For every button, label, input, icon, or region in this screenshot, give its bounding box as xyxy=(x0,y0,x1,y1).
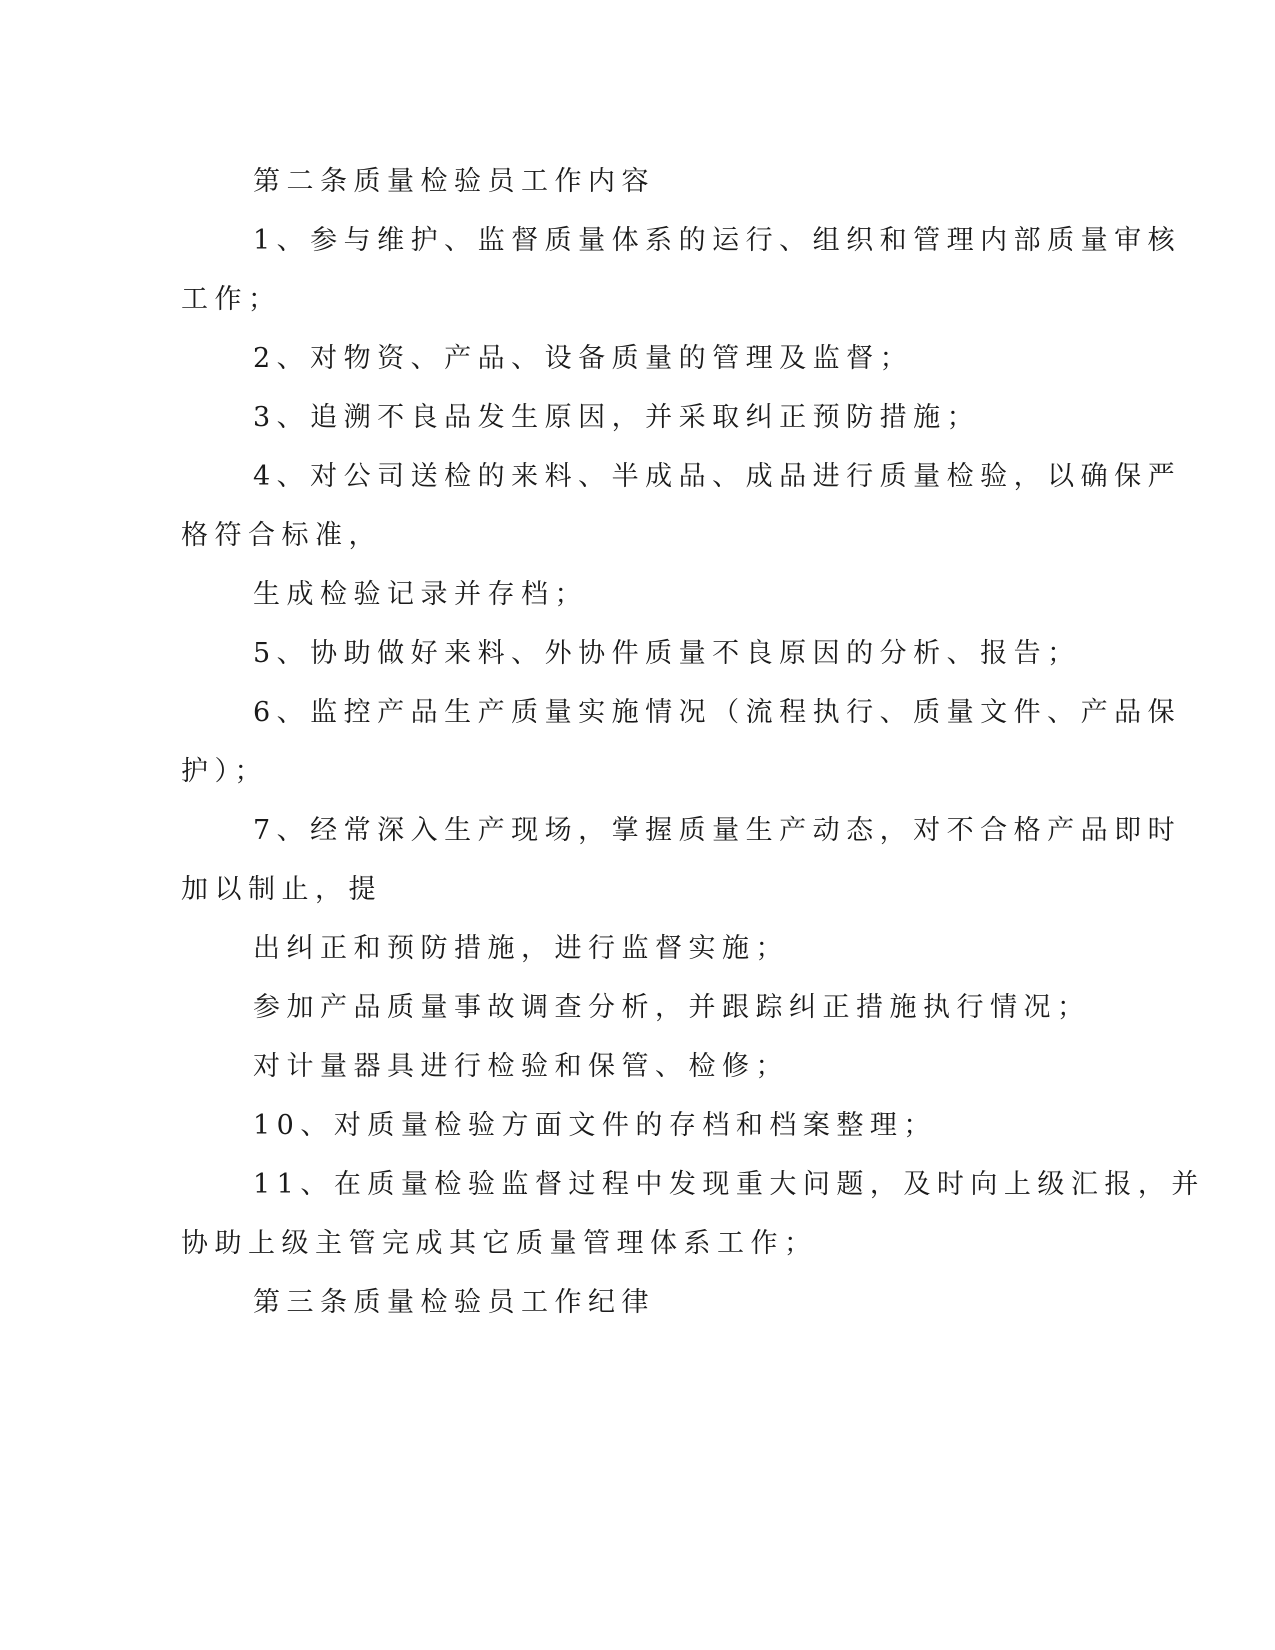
paragraph-line: 参加产品质量事故调查分析，并跟踪纠正措施执行情况； xyxy=(253,992,1091,1023)
paragraph-line: 1、参与维护、监督质量体系的运行、组织和管理内部质量审核 xyxy=(253,225,1182,256)
paragraph-line: 4、对公司送检的来料、半成品、成品进行质量检验，以确保严 xyxy=(253,461,1182,492)
paragraph-line: 加以制止，提 xyxy=(181,874,382,905)
paragraph-line: 10、对质量检验方面文件的存档和档案整理； xyxy=(253,1110,937,1141)
paragraph-line: 对计量器具进行检验和保管、检修； xyxy=(253,1051,789,1082)
section-heading-article-3: 第三条质量检验员工作纪律 xyxy=(253,1287,655,1318)
paragraph-line: 格符合标准， xyxy=(181,520,382,551)
paragraph-line: 护）； xyxy=(181,756,268,787)
paragraph-line: 协助上级主管完成其它质量管理体系工作； xyxy=(181,1228,818,1259)
paragraph-line: 6、监控产品生产质量实施情况（流程执行、质量文件、产品保 xyxy=(253,697,1182,728)
paragraph-line: 工作； xyxy=(181,284,282,315)
section-heading-article-2: 第二条质量检验员工作内容 xyxy=(253,166,655,197)
paragraph-line: 2、对物资、产品、设备质量的管理及监督； xyxy=(253,343,914,374)
paragraph-line: 生成检验记录并存档； xyxy=(253,579,588,610)
paragraph-line: 11、在质量检验监督过程中发现重大问题，及时向上级汇报，并 xyxy=(253,1169,1205,1200)
paragraph-line: 5、协助做好来料、外协件质量不良原因的分析、报告； xyxy=(253,638,1081,669)
paragraph-line: 7、经常深入生产现场，掌握质量生产动态，对不合格产品即时 xyxy=(253,815,1182,846)
paragraph-line: 出纠正和预防措施，进行监督实施； xyxy=(253,933,789,964)
paragraph-line: 3、追溯不良品发生原因，并采取纠正预防措施； xyxy=(253,402,981,433)
